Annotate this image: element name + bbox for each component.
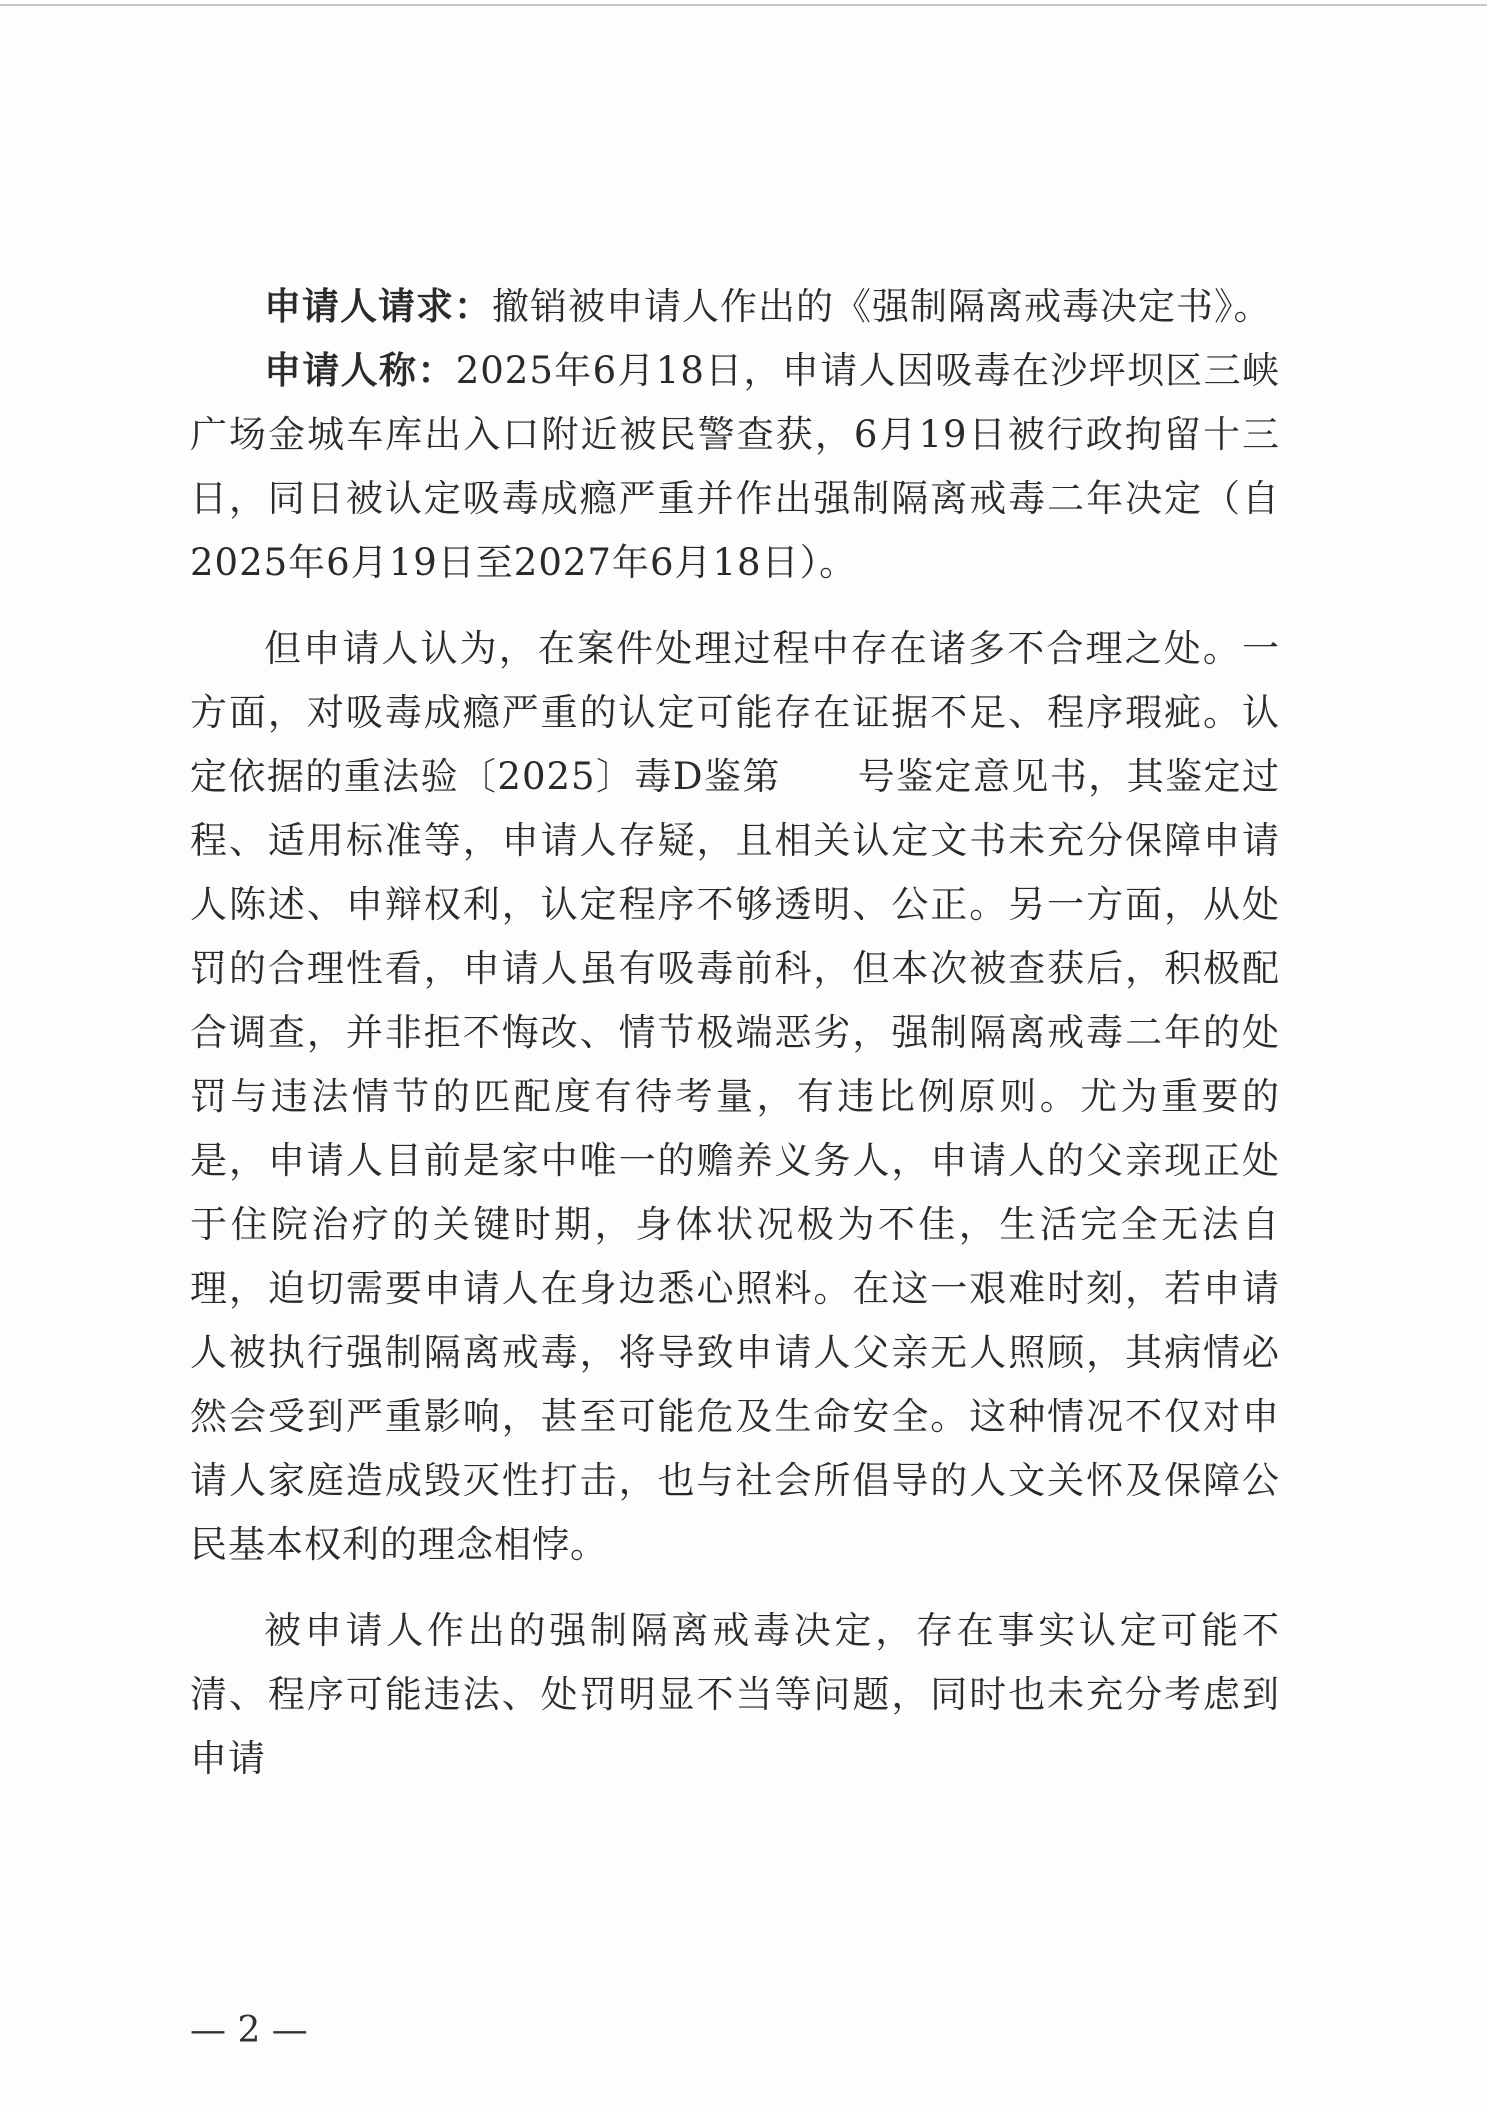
top-divider	[0, 4, 1487, 6]
statement-text: 2025年6月18日，申请人因吸毒在沙坪坝区三峡广场金城车库出入口附近被民警查获，6月19日被行政拘留十三日，同日被认定吸毒成瘾严重并作出强制隔离戒毒二年决定（自2025年6月19日至2027年6月18日）。	[190, 349, 1280, 584]
request-paragraph	[190, 275, 1280, 339]
statement-label: 申请人称：	[264, 349, 456, 392]
request-text: 撤销被申请人作出的《强制隔离戒毒决定书》。	[492, 285, 1272, 328]
argument-paragraph: 但申请人认为，在案件处理过程中存在诸多不合理之处。一方面，对吸毒成瘾严重的认定可能存在证据不足、程序瑕疵。认定依据的重法验〔2025〕毒D鉴第 号鉴定意见书，其鉴定过程、适用标准等，申请人存疑，且相关认定文书未充分保障申请人陈述、申辩权利，认定程序不够透明、公正。另一方面，从处罚的合理性看，申请人虽有吸毒前科，但本次被查获后，积极配合调查，并非拒不悔改、情节极端恶劣，强制隔离戒毒二年的处罚与违法情节的匹配度有待考量，有违比例原则。尤为重要的是，申请人目前是家中唯一的赡养义务人，申请人的父亲现正处于住院治疗的关键时期，身体状况极为不佳，生活完全无法自理，迫切需要申请人在身边悉心照料。在这一艰难时刻，若申请人被执行强制隔离戒毒，将导致申请人父亲无人照顾，其病情必然会受到严重影响，甚至可能危及生命安全。这种情况不仅对申请人家庭造成毁灭性打击，也与社会所倡导的人文关怀及保障公民基本权利的理念相悖。	[190, 627, 1280, 1566]
page-number: — 2 —	[190, 2010, 308, 2051]
statement-paragraph	[190, 339, 1280, 595]
request-label: 申请人请求：	[264, 285, 492, 328]
document-body	[190, 275, 1280, 1791]
conclusion-paragraph: 被申请人作出的强制隔离戒毒决定，存在事实认定可能不清、程序可能违法、处罚明显不当等问题，同时也未充分考虑到申请	[190, 1609, 1280, 1780]
